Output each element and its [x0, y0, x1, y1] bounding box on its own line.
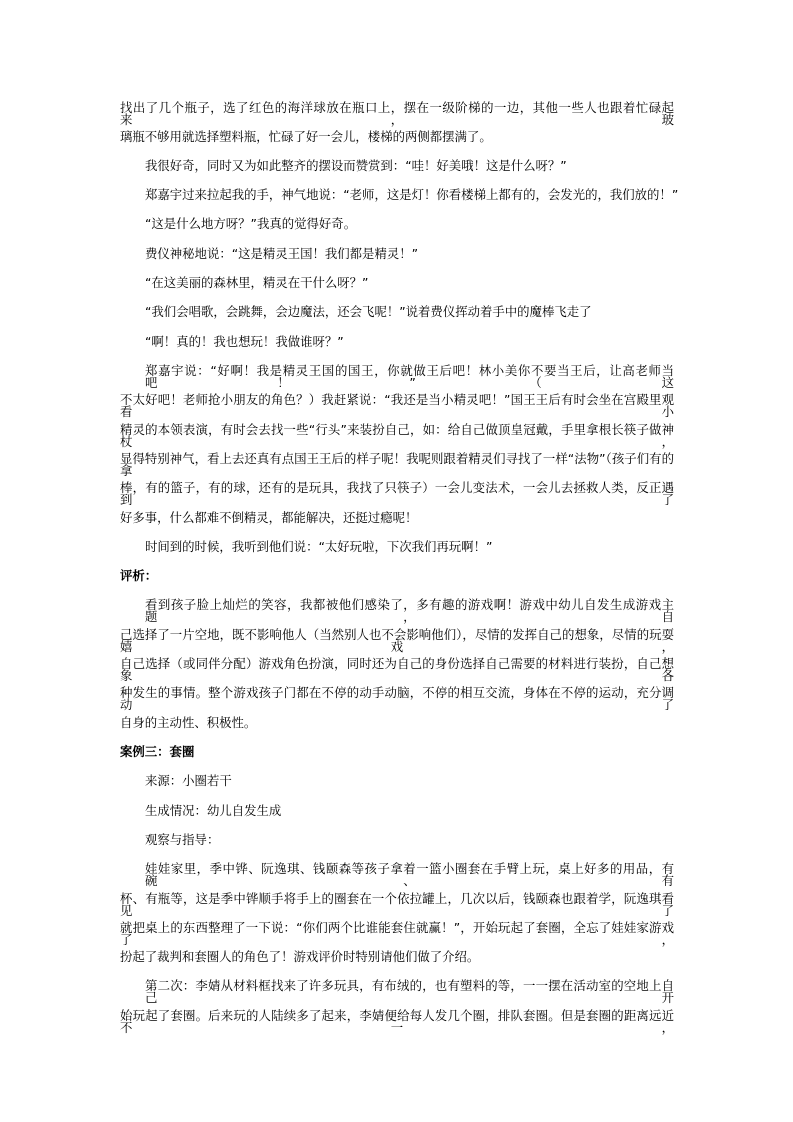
- paragraph-line: 找出了几个瓶子，选了红色的海洋球放在瓶口上，摆在一级阶梯的一边，其他一些人也跟着忙碌起来，玻: [120, 100, 674, 128]
- paragraph-line: 娃娃家里，季中铧、阮逸琪、钱颐森等孩子拿着一篮小圈套在手臂上玩，桌上好多的用品，有碗、有: [145, 861, 674, 889]
- paragraph-line: 第二次：李婧从材料框找来了许多玩具，有布绒的，也有塑料的等，一一摆在活动室的空地上自己开: [145, 978, 674, 1006]
- paragraph-line: 自身的主动性、积极性。: [120, 715, 257, 730]
- paragraph-line: 时间到的时候，我听到他们说：“太好玩啦，下次我们再玩啊！”: [145, 539, 493, 554]
- paragraph-line: 不太好吧！老师抢小朋友的角色？）我赶紧说：“我还是当小精灵吧！”国王王后有时会坐在宫殿里观看小: [120, 392, 674, 420]
- paragraph-line: “啊！真的！我也想玩！我做谁呀？”: [145, 334, 344, 349]
- paragraph-line: 始玩起了套圈。后来玩的人陆续多了起来，李婧便给每人发几个圈，排队套圈。但是套圈的距离远近不一，: [120, 1008, 674, 1036]
- paragraph-line: 好多事，什么都难不倒精灵，都能解决，还挺过瘾呢！: [120, 510, 418, 525]
- paragraph-line: “我们会唱歌，会跳舞，会边魔法，还会飞呢！”说着费仪挥动着手中的魔棒飞走了: [145, 304, 592, 319]
- section-heading: 评析：: [120, 568, 158, 583]
- paragraph-line: 看到孩子脸上灿烂的笑容，我都被他们感染了，多有趣的游戏啊！游戏中幼儿自发生成游戏主题，自: [145, 597, 674, 625]
- paragraph-line: 郑嘉宇说：“好啊！我是精灵王国的国王，你就做王后吧！林小美你不要当王后，让高老师当吧！”（这: [145, 363, 674, 391]
- paragraph-line: 扮起了裁判和套圈人的角色了！游戏评价时特别请他们做了介绍。: [120, 949, 480, 964]
- paragraph-line: “在这美丽的森林里，精灵在干什么呀？”: [145, 275, 369, 290]
- paragraph-line: 精灵的本领表演，有时会去找一些“行头”来装扮自己，如：给自己做顶皇冠戴，手里拿根长筷子做神杖，: [120, 422, 674, 450]
- paragraph-line: 显得特别神气，看上去还真有点国王王后的样子呢！我呢则跟着精灵们寻找了一样“法物”（孩子们有的拿: [120, 451, 674, 479]
- paragraph-line: 璃瓶不够用就选择塑料瓶，忙碌了好一会儿，楼梯的两侧都摆满了。: [120, 129, 492, 144]
- paragraph-line: 我很好奇，同时又为如此整齐的摆设而赞赏到：“哇！好美哦！这是什么呀？”: [145, 158, 567, 173]
- paragraph-line: 就把桌上的东西整理了一下说：“你们两个比谁能套住就赢！”，开始玩起了套圈，全忘了娃娃家游戏了，: [120, 920, 674, 948]
- paragraph-line: 观察与指导：: [145, 832, 220, 847]
- paragraph-line: 棒，有的篮子，有的球，还有的是玩具，我找了只筷子）一会儿变法术，一会儿去拯救人类，反正遇到了: [120, 480, 674, 508]
- paragraph-line: 自己选择（或同伴分配）游戏角色扮演，同时还为自己的身份选择自己需要的材料进行装扮，自己想象各: [120, 656, 674, 684]
- paragraph-line: 杯、有瓶等，这是季中铧顺手将手上的圈套在一个依拉罐上，几次以后，钱颐森也跟着学，阮逸琪看见了: [120, 891, 674, 919]
- paragraph-line: 己选择了一片空地，既不影响他人（当然别人也不会影响他们），尽情的发挥自己的想象，尽情的玩耍嬉戏，: [120, 627, 674, 655]
- paragraph-line: 郑嘉宇过来拉起我的手，神气地说：“老师，这是灯！你看楼梯上都有的，会发光的，我们放的！”: [145, 187, 679, 202]
- paragraph-line: “这是什么地方呀？”我真的觉得好奇。: [145, 216, 357, 231]
- paragraph-line: 生成情况：幼儿自发生成: [145, 803, 282, 818]
- paragraph-line: 费仪神秘地说：“这是精灵王国！我们都是精灵！”: [145, 246, 419, 261]
- paragraph-line: 种发生的事情。整个游戏孩子门都在不停的动手动脑，不停的相互交流，身体在不停的运动，充分调动了: [120, 685, 674, 713]
- paragraph-line: 来源：小圈若干: [145, 773, 232, 788]
- section-heading: 案例三：套圈: [120, 744, 195, 759]
